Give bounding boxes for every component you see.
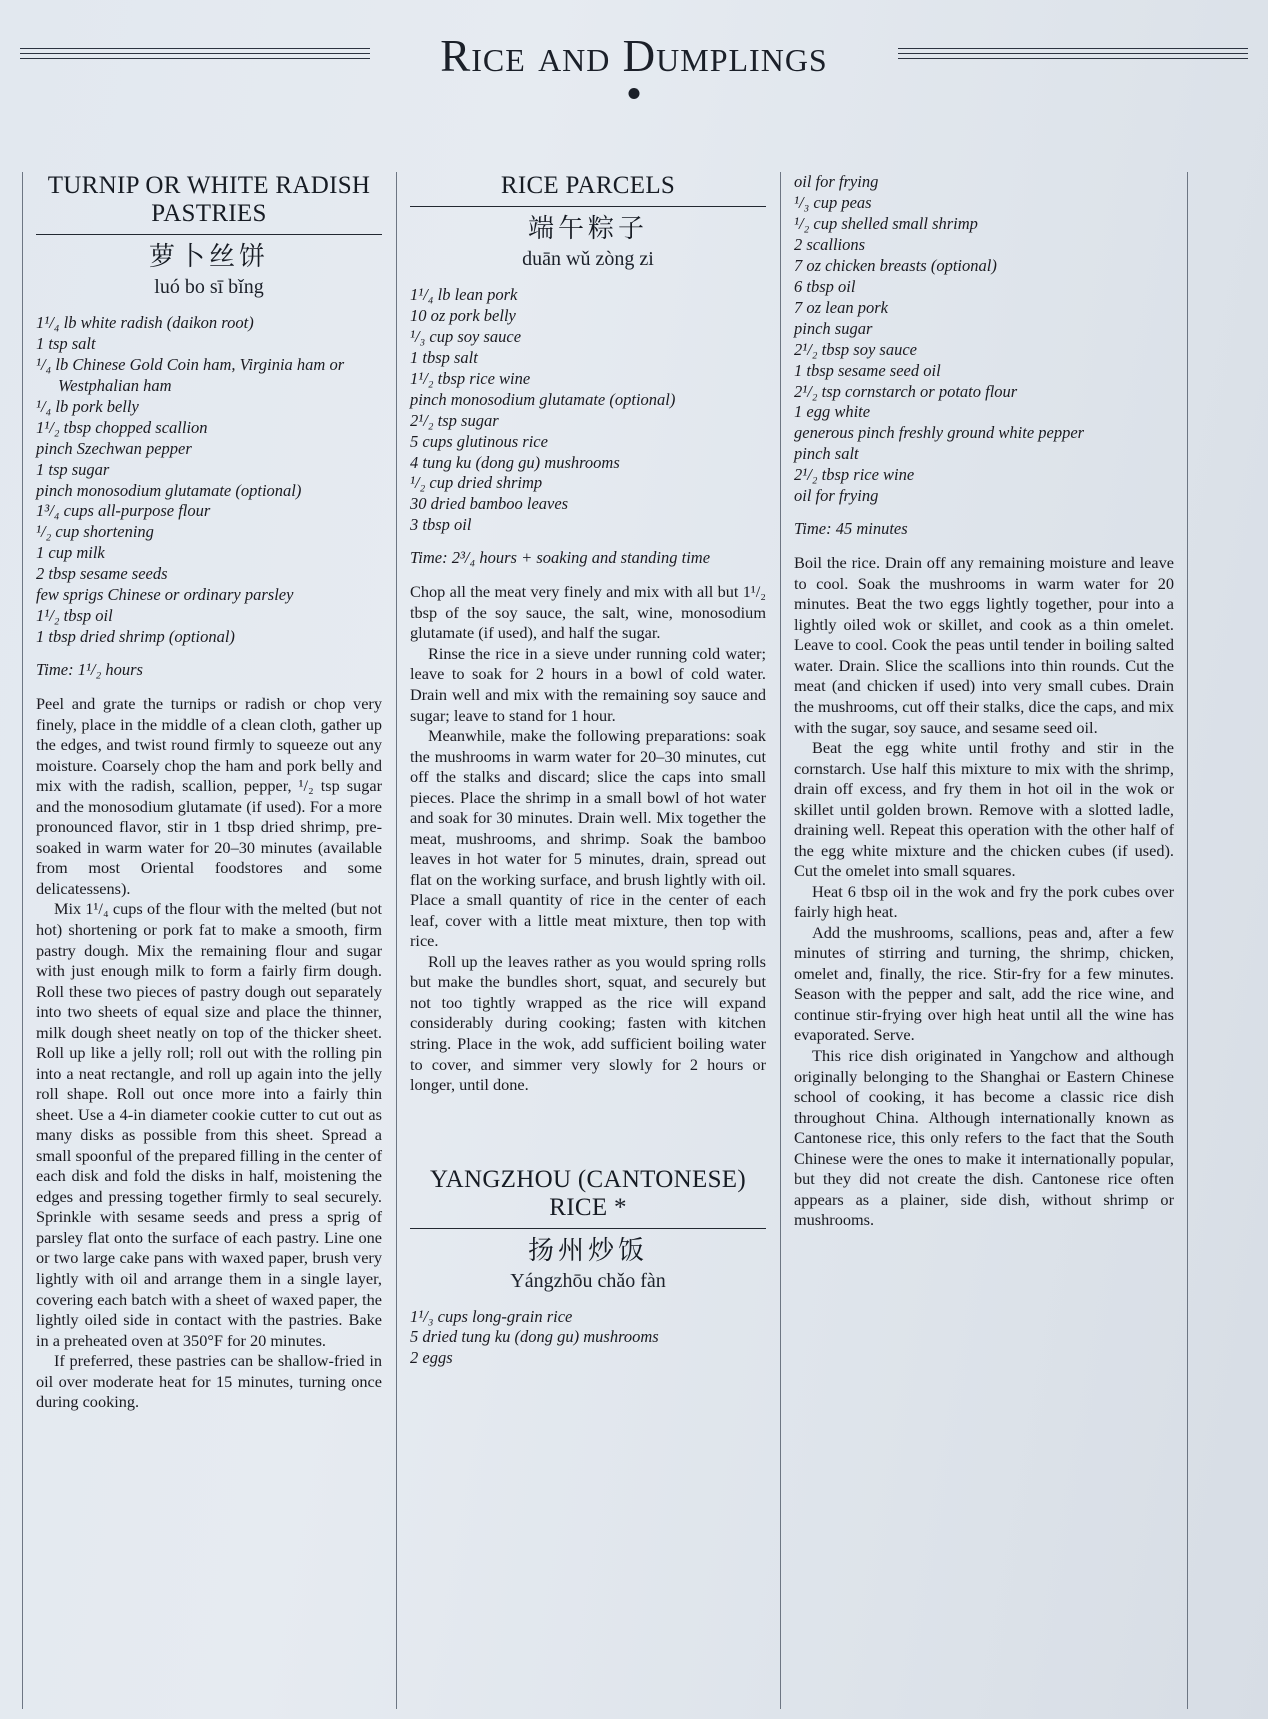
method-paragraph: Peel and grate the turnips or radish or chop very finely, place in the middle of a clean cloth, gather up the edges, and twist round firmly to squeeze out any moisture. Coarsely chop the ham and pork belly and mix with the radish, scallion, pepper, ¹/₂ tsp sugar and the monosodium glutamate (if used). For a more pronounced flavor, stir in 1 tbsp dried shrimp, pre-soaked in warm water for 20–30 minutes (available from most Oriental foodstores and some delicatessens). — [36, 694, 382, 898]
recipe-time: Time: 45 minutes — [794, 519, 908, 539]
page-title: Rice and Dumplings — [440, 31, 828, 81]
method-paragraph: If preferred, these pastries can be shallow-fried in oil over moderate heat for 15 minutes, turning once during cooking. — [36, 1351, 382, 1412]
ingredient-line: 1 tsp sugar — [36, 459, 110, 479]
ingredient-line: 2 tbsp sesame seeds — [36, 564, 168, 584]
method-paragraph: Boil the rice. Drain off any remaining moisture and leave to cool. Soak the mushrooms in warm water for 20 minutes. Beat the two eggs lightly together, pour into a lightly oiled wok or skillet, and cook as a thin omelet. Leave to cool. Cook the peas until tender in boiling salted water. Drain. Slice the scallions into thin rounds. Cut the meat (and chicken if used) into very small cubes. Drain the mushrooms, cut off their stalks, dice the caps, and mix with the sugar, soy sauce, and sesame seed oil. — [794, 553, 1174, 737]
ingredient-list — [410, 285, 766, 536]
ingredient-line: 1¹/₄ lb white radish (daikon root) — [36, 312, 254, 332]
recipe-title-pinyin: luó bo sī bǐng — [154, 275, 264, 298]
recipe-method — [410, 582, 766, 1095]
ingredient-list — [794, 172, 1174, 507]
recipe-title-en: TURNIP OR WHITE RADISH PASTRIES — [47, 172, 371, 227]
recipe-rice-parcels — [410, 172, 766, 1096]
method-paragraph: Heat 6 tbsp oil in the wok and fry the pork cubes over fairly high heat. — [794, 881, 1174, 922]
ingredient-line: pinch Szechwan pepper — [36, 438, 192, 458]
title-rule — [410, 1228, 766, 1229]
ingredient-line: 1³/₄ cups all-purpose flour — [36, 501, 211, 521]
ingredient-line: ¹/₄ lb pork belly — [36, 396, 139, 416]
ingredient-line: 1 tbsp sesame seed oil — [794, 360, 941, 380]
ingredient-line: 5 cups glutinous rice — [410, 431, 548, 451]
ingredient-line: oil for frying — [794, 486, 879, 506]
recipe-method — [794, 553, 1174, 1231]
column-2 — [396, 172, 780, 1709]
recipe-yangzhou-rice — [410, 1166, 766, 1370]
ingredient-line: ¹/₂ cup dried shrimp — [410, 473, 543, 493]
method-paragraph: Meanwhile, make the following preparations: soak the mushrooms in warm water for 20–30 minutes, cut off the stalks and discard; slice the caps into small pieces. Place the shrimp in a small bowl of hot water and soak for 30 minutes. Drain well. Mix together the meat, mushrooms, and shrimp. Soak the bamboo leaves in hot water for 5 minutes, drain, spread out flat on the working surface, and brush lightly with oil. Place a small quantity of rice in the center of each leaf, cover with a little meat mixture, then top with rice. — [410, 726, 766, 951]
ingredient-line: 2 scallions — [794, 234, 866, 254]
recipe-yangzhou-rice-continued — [794, 172, 1174, 1231]
ingredient-line: oil for frying — [794, 172, 879, 191]
recipe-title-en: YANGZHOU (CANTONESE) RICE * — [430, 1165, 746, 1221]
title-rule — [410, 206, 766, 207]
recipe-time: Time: 1¹/₂ hours — [36, 660, 143, 680]
ingredient-line: 1 cup milk — [36, 543, 105, 563]
page-header — [0, 14, 1268, 124]
ingredient-line: 1 tbsp dried shrimp (optional) — [36, 627, 235, 647]
ingredient-list — [36, 313, 382, 648]
method-paragraph: Chop all the meat very finely and mix with all but 1¹/₂ tbsp of the soy sauce, the salt, wine, monosodium glutamate (if used), and half the sugar. — [410, 582, 766, 643]
column-divider-right — [1187, 172, 1188, 1709]
ingredient-line: 2¹/₂ tsp sugar — [410, 410, 499, 430]
ingredient-line: Westphalian ham — [58, 375, 172, 395]
ingredient-line: ¹/₃ cup soy sauce — [410, 326, 522, 346]
ingredient-line: 6 tbsp oil — [794, 276, 856, 296]
column-divider-mid-right — [780, 172, 781, 1709]
ingredient-line: generous pinch freshly ground white pepper — [794, 423, 1085, 443]
recipe-title-en: RICE PARCELS — [500, 172, 676, 199]
section-spacer — [410, 1102, 766, 1166]
ingredient-line: 1 tbsp salt — [410, 347, 478, 367]
ingredient-line: 2 eggs — [410, 1348, 453, 1368]
ingredient-line: 1 tsp salt — [36, 333, 96, 353]
ingredient-line: pinch monosodium glutamate (optional) — [36, 480, 302, 500]
ingredient-line: pinch sugar — [794, 318, 873, 338]
ingredient-line: 10 oz pork belly — [410, 305, 516, 325]
ingredient-line: 3 tbsp oil — [410, 515, 472, 535]
recipe-method — [36, 694, 382, 1413]
header-dot-ornament — [629, 88, 640, 99]
method-paragraph: This rice dish originated in Yangchow and although originally belonging to the Shanghai or Eastern Chinese school of cooking, it has become a classic rice dish throughout China. Although internationally known as Cantonese rice, this only refers to the fact that the South Chinese were the ones to make it internationally popular, but they did not create the dish. Cantonese rice often appears as a plainer, side dish, without shrimp or mushrooms. — [794, 1046, 1174, 1230]
ingredient-line: 1¹/₂ tbsp chopped scallion — [36, 417, 208, 437]
recipe-title-cn: 扬州炒饭 — [527, 1235, 648, 1266]
ingredient-line: pinch salt — [794, 444, 859, 464]
ingredient-line: ¹/₂ cup shelled small shrimp — [794, 213, 978, 233]
recipe-title-pinyin: Yángzhōu chǎo fàn — [510, 1269, 666, 1292]
column-3 — [780, 172, 1188, 1709]
ingredient-line: 7 oz chicken breasts (optional) — [794, 255, 997, 275]
ingredient-line: 1¹/₃ cups long-grain rice — [410, 1306, 573, 1326]
recipe-title-cn: 萝卜丝饼 — [148, 242, 269, 272]
ingredient-line: 1 egg white — [794, 402, 871, 422]
ingredient-line: 2¹/₂ tbsp rice wine — [794, 465, 915, 485]
column-divider-mid-left — [396, 172, 397, 1709]
column-1 — [22, 172, 396, 1709]
ingredient-line: 2¹/₂ tbsp soy sauce — [794, 339, 917, 359]
ingredient-line: 5 dried tung ku (dong gu) mushrooms — [410, 1327, 659, 1347]
method-paragraph: Beat the egg white until frothy and stir in the cornstarch. Use half this mixture to mix with the shrimp, drain off excess, and fry them in hot oil in the wok or skillet until golden brown. Remove with a slotted ladle, draining well. Repeat this operation with the other half of the egg white mixture and the chicken cubes (if used). Cut the omelet into small squares. — [794, 738, 1174, 881]
recipe-title-cn: 端午粽子 — [527, 214, 648, 244]
ingredient-line: 2¹/₂ tsp cornstarch or potato flour — [794, 381, 1018, 401]
ingredient-line: 1¹/₂ tbsp rice wine — [410, 368, 531, 388]
ingredient-line: ¹/₃ cup peas — [794, 192, 872, 212]
method-paragraph: Mix 1¹/₄ cups of the flour with the melted (but not hot) shortening or pork fat to make a smooth, firm pastry dough. Mix the remaining flour and sugar with just enough milk to form a fairly firm dough. Roll these two pieces of pastry dough out separately into two sheets of equal size and place the thinner, milk dough sheet neatly on top of the thicker sheet. Roll up like a jelly roll; roll out with the rolling pin into a neat rectangle, and roll up again into the jelly roll shape. Roll out once more into a fairly thin sheet. Use a 4-in diameter cookie cutter to cut out as many disks as possible from this sheet. Spread a small spoonful of the prepared filling in the center of each disk and fold the disks in half, moistening the edges and pressing together firmly to seal securely. Sprinkle with sesame seeds and press a sprig of parsley flat onto the surface of each pastry. Line one or two large cake pans with waxed paper, brush very lightly with oil and arrange them in a single layer, covering each batch with a sheet of waxed paper, the lightly oiled side in contact with the pastries. Bake in a preheated oven at 350°F for 20 minutes. — [36, 899, 382, 1350]
ingredient-line: 1¹/₄ lb lean pork — [410, 284, 518, 304]
recipe-turnip-pastries — [36, 172, 382, 1413]
ingredient-line: ¹/₄ lb Chinese Gold Coin ham, Virginia ham or — [36, 354, 345, 374]
method-paragraph: Rinse the rice in a sieve under running cold water; leave to soak for 2 hours in a bowl of cold water. Drain well and mix with the remaining soy sauce and sugar; leave to stand for 1 hour. — [410, 643, 766, 725]
ingredient-line: 4 tung ku (dong gu) mushrooms — [410, 452, 620, 472]
method-paragraph: Add the mushrooms, scallions, peas and, after a few minutes of stirring and turning, the shrimp, chicken, omelet and, finally, the rice. Stir-fry for a few minutes. Season with the pepper and salt, add the rice wine, and continue stir-frying over high heat until all the wine has evaporated. Serve. — [794, 922, 1174, 1045]
ingredient-list — [410, 1307, 766, 1370]
method-paragraph: Roll up the leaves rather as you would spring rolls but make the bundles short, squat, and securely but not too tightly wrapped as the rice will expand considerably during cooking; fasten with kitchen string. Place in the wok, add sufficient boiling water to cover, and simmer very slowly for 2 hours or longer, until done. — [410, 951, 766, 1095]
ingredient-line: 30 dried bamboo leaves — [410, 494, 569, 514]
ingredient-line: ¹/₂ cup shortening — [36, 522, 154, 542]
ingredient-line: 7 oz lean pork — [794, 297, 888, 317]
recipe-time: Time: 2³/₄ hours + soaking and standing time — [410, 548, 711, 568]
ingredient-line: pinch monosodium glutamate (optional) — [410, 389, 676, 409]
column-divider-left — [22, 172, 23, 1709]
ingredient-line: few sprigs Chinese or ordinary parsley — [36, 585, 294, 605]
recipe-title-pinyin: duān wǔ zòng zi — [522, 247, 654, 270]
ingredient-line: 1¹/₂ tbsp oil — [36, 606, 113, 626]
content-columns — [22, 172, 1246, 1709]
title-rule — [36, 234, 382, 235]
